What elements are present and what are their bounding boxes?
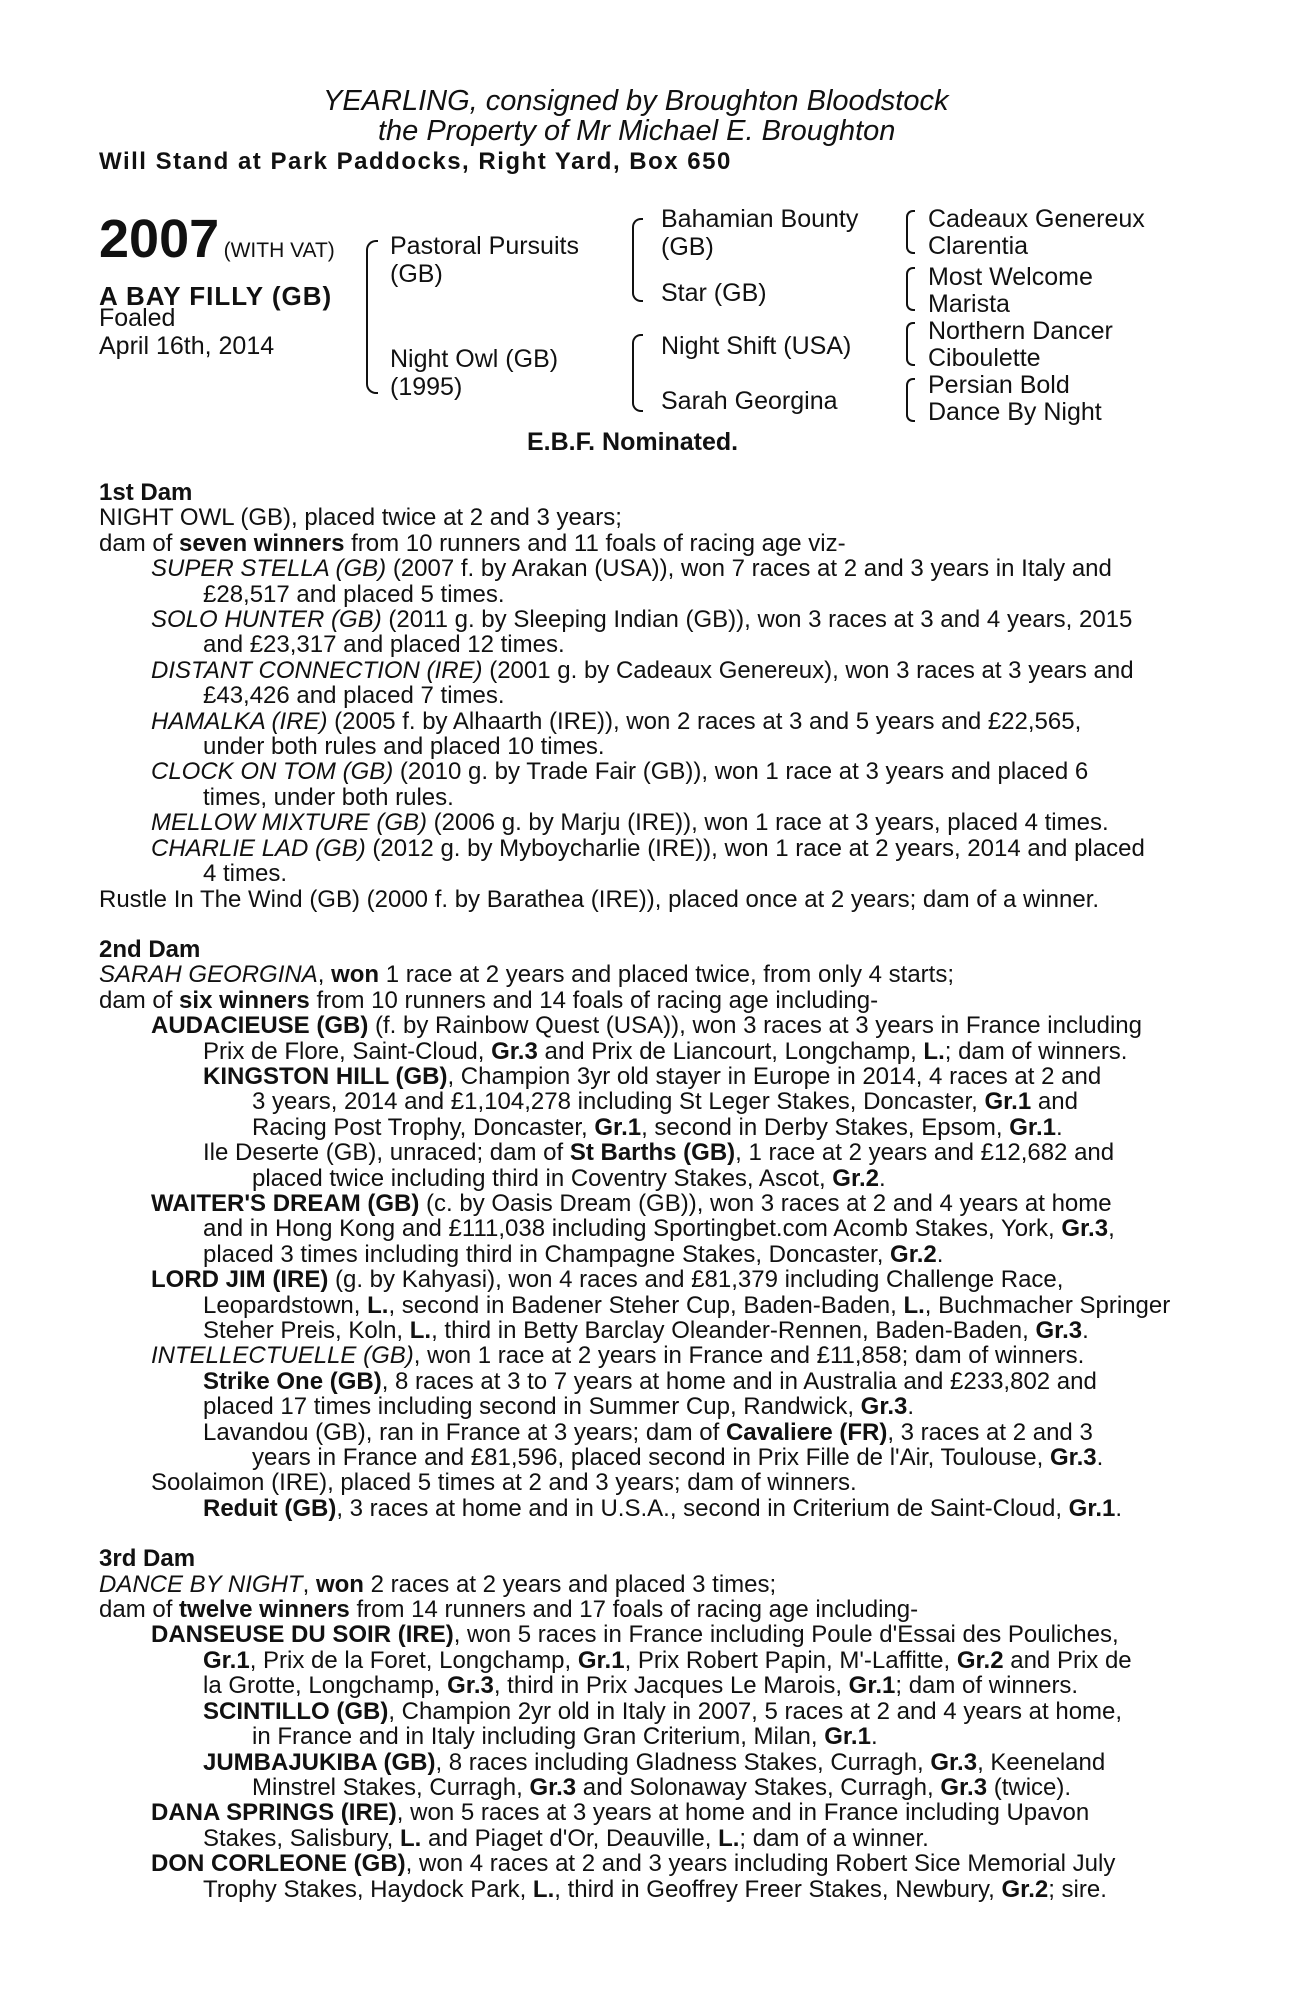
- list-item: 4 times.: [203, 860, 288, 888]
- list-item: WAITER'S DREAM (GB) (c. by Oasis Dream (GB)), won 3 races at 2 and 4 years at home: [151, 1189, 1112, 1217]
- list-item: Reduit (GB), 3 races at home and in U.S.A., second in Criterium de Saint-Cloud, Gr.1.: [203, 1494, 1123, 1522]
- pedigree-brace-main: [366, 240, 378, 394]
- list-item: Gr.1, Prix de la Foret, Longchamp, Gr.1, Prix Robert Papin, M'-Laffitte, Gr.2 and Prix de: [203, 1646, 1132, 1674]
- dam-sire-name: Night Shift (USA): [661, 332, 852, 360]
- g3-sire-sire-sire: Cadeaux Genereux: [928, 205, 1145, 233]
- list-item: Racing Post Trophy, Doncaster, Gr.1, second in Derby Stakes, Epsom, Gr.1.: [252, 1113, 1063, 1141]
- dam-name: Night Owl (GB): [390, 345, 559, 373]
- list-item: years in France and £81,596, placed second in Prix Fille de l'Air, Toulouse, Gr.3.: [252, 1444, 1104, 1472]
- list-item: Minstrel Stakes, Curragh, Gr.3 and Solonaway Stakes, Curragh, Gr.3 (twice).: [252, 1773, 1072, 1801]
- pedigree-brace-sire: [632, 218, 643, 302]
- list-item: DISTANT CONNECTION (IRE) (2001 g. by Cadeaux Genereux), won 3 races at 3 years and: [151, 656, 1134, 684]
- list-item: Lavandou (GB), ran in France at 3 years; dam of Cavaliere (FR), 3 races at 2 and 3: [203, 1418, 1093, 1446]
- list-item: DANA SPRINGS (IRE), won 5 races at 3 years at home and in France including Upavon: [151, 1799, 1090, 1827]
- second-dam-line-1: SARAH GEORGINA, won 1 race at 2 years and placed twice, from only 4 starts;: [99, 961, 954, 989]
- g3-dam-dam-sire: Persian Bold: [928, 371, 1070, 399]
- list-item: CHARLIE LAD (GB) (2012 g. by Myboycharlie (IRE)), won 1 race at 2 years, 2014 and placed: [151, 834, 1145, 862]
- list-item: MELLOW MIXTURE (GB) (2006 g. by Marju (IRE)), won 1 race at 3 years, placed 4 times.: [151, 809, 1109, 837]
- lot-year: 2007: [99, 209, 220, 269]
- list-item: 3 years, 2014 and £1,104,278 including St Leger Stakes, Doncaster, Gr.1 and: [252, 1088, 1078, 1116]
- list-item: SUPER STELLA (GB) (2007 f. by Arakan (USA)), won 7 races at 2 and 3 years in Italy and: [151, 555, 1112, 583]
- list-item: Steher Preis, Koln, L., third in Betty Barclay Oleander-Rennen, Baden-Baden, Gr.3.: [203, 1317, 1089, 1344]
- list-item: Stakes, Salisbury, L. and Piaget d'Or, Deauville, L.; dam of a winner.: [203, 1824, 929, 1852]
- list-item: INTELLECTUELLE (GB), won 1 race at 2 years in France and £11,858; dam of winners.: [151, 1342, 1085, 1370]
- header-line-1: YEARLING, consigned by Broughton Bloodstock: [323, 85, 949, 117]
- pedigree-brace-g3-3: [906, 322, 915, 366]
- sire-name: Pastoral Pursuits: [390, 232, 579, 260]
- list-item: Strike One (GB), 8 races at 3 to 7 years at home and in Australia and £233,802 and: [203, 1367, 1097, 1395]
- sire-sire-country: (GB): [661, 233, 714, 261]
- list-item: times, under both rules.: [203, 783, 454, 811]
- third-dam-title: 3rd Dam: [99, 1545, 196, 1573]
- list-item: placed twice including third in Coventry Stakes, Ascot, Gr.2.: [252, 1164, 886, 1192]
- pedigree-brace-dam: [632, 334, 643, 412]
- dam-year: (1995): [390, 373, 463, 401]
- list-item: Ile Deserte (GB), unraced; dam of St Barths (GB), 1 race at 2 years and £12,682 and: [203, 1139, 1115, 1167]
- list-item: DON CORLEONE (GB), won 4 races at 2 and 3 years including Robert Sice Memorial July: [151, 1850, 1116, 1878]
- g3-dam-dam-dam: Dance By Night: [928, 398, 1102, 426]
- list-item: and £23,317 and placed 12 times.: [203, 631, 565, 659]
- list-item: Soolaimon (IRE), placed 5 times at 2 and 3 years; dam of winners.: [151, 1469, 857, 1497]
- g3-sire-dam-sire: Most Welcome: [928, 263, 1093, 291]
- first-dam-line-2: dam of seven winners from 10 runners and 11 foals of racing age viz-: [99, 529, 846, 557]
- list-item: Prix de Flore, Saint-Cloud, Gr.3 and Prix de Liancourt, Longchamp, L.; dam of winners.: [203, 1037, 1128, 1065]
- list-item: £28,517 and placed 5 times.: [203, 580, 505, 608]
- horse-name: A BAY FILLY (GB): [99, 281, 333, 311]
- list-item: in France and in Italy including Gran Criterium, Milan, Gr.1.: [252, 1723, 878, 1751]
- pedigree-brace-g3-2: [906, 267, 915, 311]
- list-item: AUDACIEUSE (GB) (f. by Rainbow Quest (USA)), won 3 races at 3 years in France including: [151, 1012, 1143, 1040]
- list-item: placed 17 times including second in Summer Cup, Randwick, Gr.3.: [203, 1393, 915, 1421]
- list-item: KINGSTON HILL (GB), Champion 3yr old stayer in Europe in 2014, 4 races at 2 and: [203, 1062, 1102, 1090]
- list-item: and in Hong Kong and £111,038 including Sportingbet.com Acomb Stakes, York, Gr.3,: [203, 1215, 1115, 1243]
- list-item: LORD JIM (IRE) (g. by Kahyasi), won 4 races and £81,379 including Challenge Race,: [151, 1266, 1064, 1294]
- first-dam-line-1: NIGHT OWL (GB), placed twice at 2 and 3 years;: [99, 504, 622, 532]
- list-item: £43,426 and placed 7 times.: [203, 682, 505, 710]
- list-item: placed 3 times including third in Champagne Stakes, Doncaster, Gr.2.: [203, 1240, 944, 1268]
- second-dam-line-2: dam of six winners from 10 runners and 14 foals of racing age including-: [99, 986, 879, 1014]
- list-item: CLOCK ON TOM (GB) (2010 g. by Trade Fair (GB)), won 1 race at 3 years and placed 6: [151, 758, 1089, 786]
- dam-dam-name: Sarah Georgina: [661, 387, 838, 415]
- stand-location: Will Stand at Park Paddocks, Right Yard, Box 650: [99, 148, 732, 175]
- pedigree-brace-g3-4: [906, 378, 915, 422]
- list-item: HAMALKA (IRE) (2005 f. by Alhaarth (IRE)), won 2 races at 3 and 5 years and £22,565,: [151, 707, 1082, 735]
- foaled-date: April 16th, 2014: [99, 332, 275, 360]
- list-item: Rustle In The Wind (GB) (2000 f. by Barathea (IRE)), placed once at 2 years; dam of a winner.: [99, 885, 1100, 913]
- g3-sire-dam-dam: Marista: [928, 290, 1010, 318]
- sire-country: (GB): [390, 260, 443, 288]
- list-item: DANSEUSE DU SOIR (IRE), won 5 races in France including Poule d'Essai des Pouliches,: [151, 1621, 1119, 1649]
- second-dam-title: 2nd Dam: [99, 935, 201, 963]
- g3-dam-sire-sire: Northern Dancer: [928, 317, 1113, 345]
- pedigree-brace-g3-1: [906, 210, 915, 254]
- list-item: SCINTILLO (GB), Champion 2yr old in Italy in 2007, 5 races at 2 and 4 years at home,: [203, 1697, 1123, 1725]
- list-item: JUMBAJUKIBA (GB), 8 races including Gladness Stakes, Curragh, Gr.3, Keeneland: [203, 1748, 1106, 1776]
- vat-label: (WITH VAT): [223, 239, 335, 262]
- header-line-2: the Property of Mr Michael E. Broughton: [378, 115, 896, 147]
- list-item: Leopardstown, L., second in Badener Steher Cup, Baden-Baden, L., Buchmacher Springer: [203, 1291, 1171, 1319]
- sire-sire-name: Bahamian Bounty: [661, 205, 859, 233]
- ebf-nominated: E.B.F. Nominated.: [527, 428, 739, 456]
- list-item: SOLO HUNTER (GB) (2011 g. by Sleeping Indian (GB)), won 3 races at 3 and 4 years, 2015: [151, 606, 1133, 634]
- lot-number: [99, 209, 335, 269]
- sire-dam-name: Star (GB): [661, 279, 767, 307]
- foaled-label: Foaled: [99, 304, 176, 332]
- produce-record: [99, 480, 1204, 1902]
- third-dam-line-1: DANCE BY NIGHT, won 2 races at 2 years and placed 3 times;: [99, 1570, 777, 1598]
- third-dam-line-2: dam of twelve winners from 14 runners and 17 foals of racing age including-: [99, 1596, 919, 1624]
- list-item: la Grotte, Longchamp, Gr.3, third in Prix Jacques Le Marois, Gr.1; dam of winners.: [203, 1672, 1079, 1700]
- first-dam-title: 1st Dam: [99, 479, 193, 506]
- list-item: under both rules and placed 10 times.: [203, 733, 605, 761]
- g3-sire-sire-dam: Clarentia: [928, 232, 1029, 260]
- list-item: Trophy Stakes, Haydock Park, L., third in Geoffrey Freer Stakes, Newbury, Gr.2; sire.: [203, 1875, 1107, 1903]
- g3-dam-sire-dam: Ciboulette: [928, 344, 1041, 372]
